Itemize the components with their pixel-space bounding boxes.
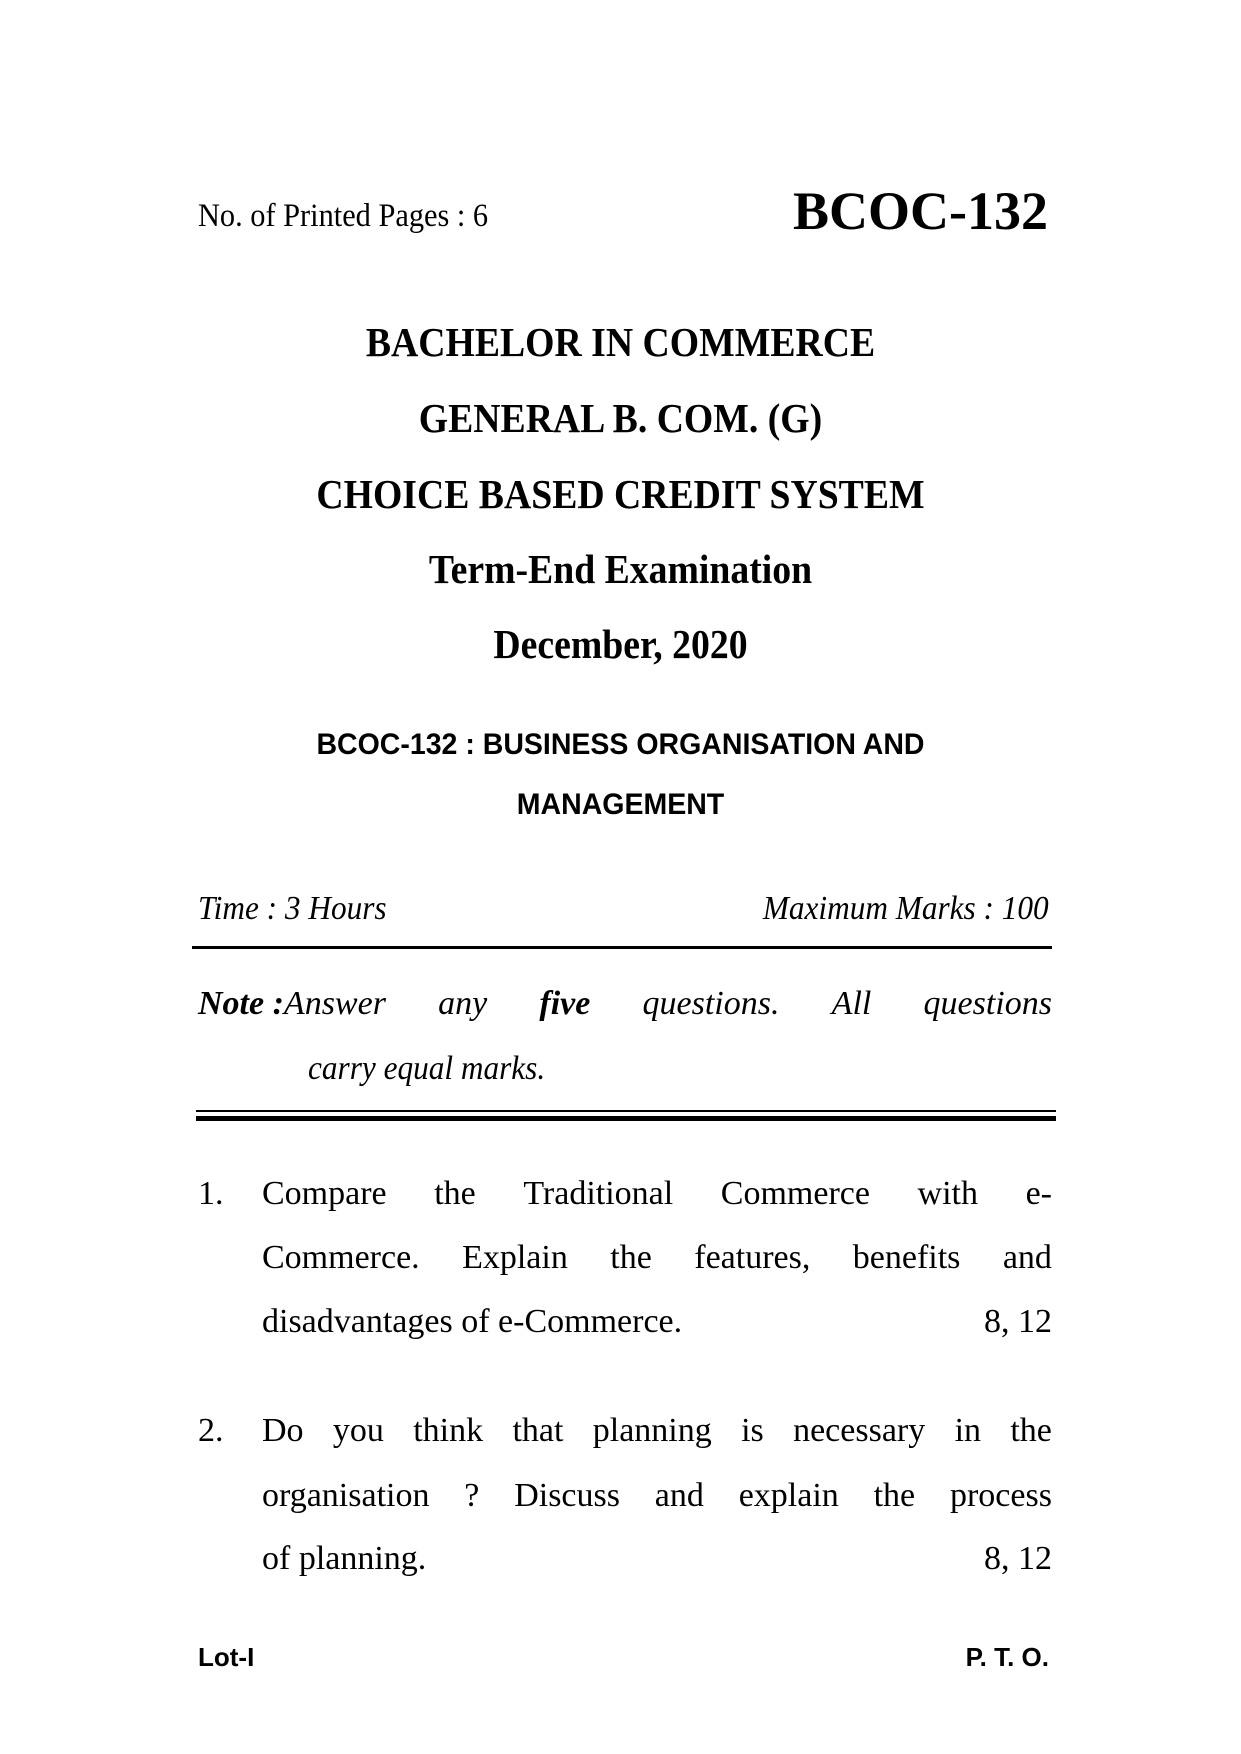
word: Commerce (720, 1175, 870, 1212)
word: is (741, 1412, 764, 1449)
word: the (610, 1239, 652, 1276)
double-divider-bottom (196, 1116, 1056, 1121)
word: you (332, 1412, 384, 1449)
course-code: BCOC-132 (793, 181, 1048, 241)
course-title-line2: MANAGEMENT (516, 788, 725, 821)
word: process (949, 1477, 1052, 1514)
word: think (413, 1412, 484, 1449)
question-text: of planning. (262, 1540, 427, 1577)
word: that (512, 1412, 564, 1449)
word: planning (592, 1412, 712, 1449)
double-divider-top (196, 1110, 1056, 1112)
word: the (873, 1477, 916, 1514)
word: Compare (262, 1175, 387, 1212)
exam-date: December, 2020 (493, 621, 748, 667)
word: with (917, 1175, 978, 1212)
question-line (262, 1175, 1052, 1213)
max-marks: Maximum Marks : 100 (763, 890, 1049, 927)
word: e- (1025, 1175, 1052, 1212)
word: Discuss (514, 1477, 620, 1514)
printed-pages: No. of Printed Pages : 6 (198, 198, 489, 234)
note-word: All (831, 985, 872, 1022)
question-marks: 8, 12 (984, 1540, 1052, 1577)
word: benefits (852, 1239, 961, 1276)
question-line (262, 1412, 1052, 1450)
exam-time: Time : 3 Hours (198, 890, 387, 927)
general-title: GENERAL B. COM. (G) (418, 395, 823, 441)
question-last-line (262, 1540, 1052, 1578)
question-line (262, 1477, 1052, 1515)
question-number: 1. (198, 1175, 224, 1212)
note-line2: carry equal marks. (308, 1050, 546, 1087)
course-title-line1: BCOC-132 : BUSINESS ORGANISATION AND (316, 728, 925, 761)
word: explain (738, 1477, 839, 1514)
note-word: Answer (283, 985, 386, 1022)
question-marks: 8, 12 (984, 1303, 1052, 1340)
word: Traditional (523, 1175, 674, 1212)
question-line (262, 1239, 1052, 1277)
note-word: questions (923, 985, 1052, 1022)
question-number: 2. (198, 1412, 224, 1449)
note-emphasis: five (539, 985, 591, 1022)
word: the (434, 1175, 476, 1212)
question-text: disadvantages of e-Commerce. (262, 1303, 683, 1340)
word: Commerce. (262, 1239, 420, 1276)
divider (192, 946, 1052, 949)
note-label: Note : (198, 985, 284, 1022)
system-title: CHOICE BASED CREDIT SYSTEM (316, 471, 925, 517)
question-last-line (262, 1303, 1052, 1341)
word: and (654, 1477, 704, 1514)
word: Explain (462, 1239, 568, 1276)
word: ? (464, 1477, 480, 1514)
programme-title: BACHELOR IN COMMERCE (365, 319, 876, 365)
note-label-and-word (198, 985, 386, 1023)
pto-label: P. T. O. (965, 1642, 1049, 1672)
word: and (1002, 1239, 1052, 1276)
word: features, (694, 1239, 811, 1276)
lot-label: Lot-I (198, 1642, 255, 1672)
note-line (198, 985, 1052, 1023)
word: necessary (793, 1412, 926, 1449)
word: Do (262, 1412, 304, 1449)
word: in (954, 1412, 982, 1449)
word: the (1010, 1412, 1052, 1449)
note-word: any (438, 985, 488, 1022)
word: organisation (262, 1477, 430, 1514)
note-word: questions. (642, 985, 780, 1022)
exam-title: Term-End Examination (428, 546, 813, 592)
